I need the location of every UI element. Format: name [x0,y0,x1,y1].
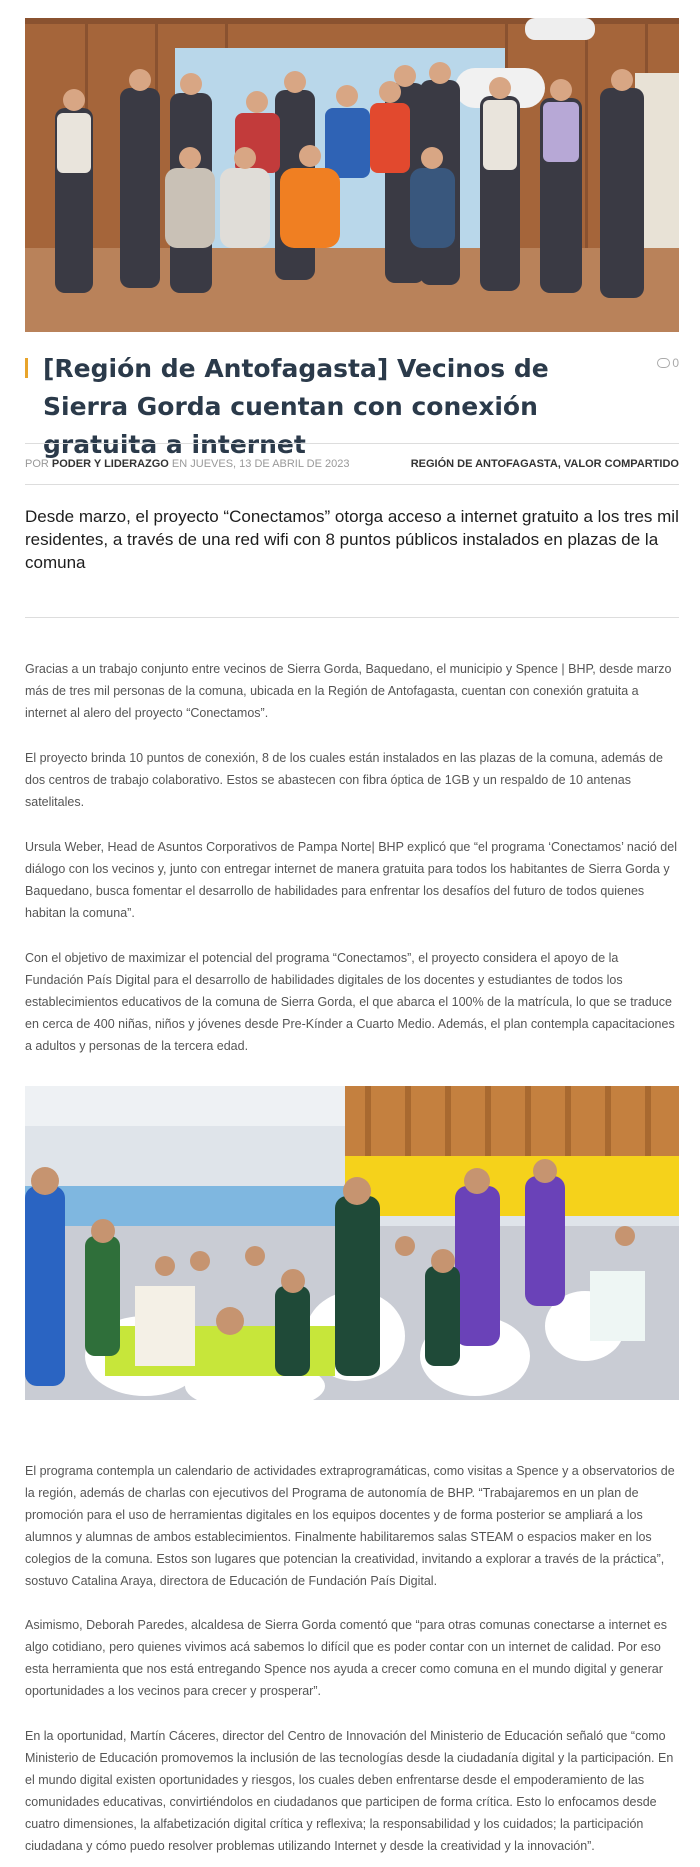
article-meta [25,443,679,485]
divider [25,617,679,618]
category-link-valor[interactable]: VALOR COMPARTIDO [563,458,679,470]
article-title: [Región de Antofagasta] Vecinos de Sierra Gorda cuentan con conexión gratuita a internet [43,354,549,459]
article-lead: Desde marzo, el proyecto “Conectamos” otorga acceso a internet gratuito a los tres mil residentes, a través de una red wifi con 8 puntos públicos instalados en plazas de la comuna [25,507,679,572]
paragraph-2: El proyecto brinda 10 puntos de conexión, 8 de los cuales están instalados en las plazas de la comuna, además de dos centros de trabajo colaborativo. Estos se abastecen con fibra óptica de 1GB y un respaldo de 10 antenas satelitales. [25,751,663,809]
paragraph-4: Con el objetivo de maximizar el potencial del programa “Conectamos”, el proyecto considera el apoyo de la Fundación País Digital para el desarrollo de habilidades digitales de los docentes y estudiantes de todos los establecimientos educativos de la comuna de Sierra Gorda, el que abarca el 100% de la matrícula, lo que se traduce en cerca de 400 niñas, niños y jóvenes desde Pre-Kínder a Cuarto Medio. Además, el plan contempla capacitaciones a adultos y personas de la tercera edad. [25,951,675,1053]
paragraph-6: Asimismo, Deborah Paredes, alcaldesa de Sierra Gorda comentó que “para otras comunas conectarse a internet es algo cotidiano, pero quienes vivimos acá sabemos lo difícil que es poder contar con un internet de calidad. Por eso esta herramienta que nos está entregando Spence nos ayuda a crecer como comuna en el mundo digital y generar oportunidades a los vecinos para crecer y prosperar”. [25,1618,667,1698]
event-photo [25,1086,679,1400]
group-photo [25,18,679,332]
paragraph-3: Ursula Weber, Head de Asuntos Corporativos de Pampa Norte| BHP explicó que “el programa ‘Conectamos’ nació del diálogo con los vecinos y, junto con entregar internet de manera gratuita para todos los habitantes de Sierra Gorda y Baquedano, busca fomentar el desarrollo de habilidades para enfrentar los desafíos del futuro de todos quienes habitan la comuna”. [25,840,677,920]
category-list: REGIÓN DE ANTOFAGASTA, VALOR COMPARTIDO [410,458,679,470]
meta-by: POR [25,458,49,470]
author-link[interactable]: PODER Y LIDERAZGO [51,458,169,470]
category-link-region[interactable]: REGIÓN DE ANTOFAGASTA [410,458,558,470]
paragraph-1: Gracias a un trabajo conjunto entre vecinos de Sierra Gorda, Baquedano, el municipio y Spence | BHP, desde marzo más de tres mil personas de la comuna, ubicada en la Región de Antofagasta, cuentan con conexión gratuita a internet al alero del proyecto “Conectamos”. [25,662,672,720]
comment-bubble-icon [657,358,670,368]
paragraph-7: En la oportunidad, Martín Cáceres, director del Centro de Innovación del Ministerio de Educación señaló que “como Ministerio de Educación promovemos la inclusión de las tecnologías desde la ciudadanía digital y la participación. En el mundo digital existen oportunidades y riesgos, los cuales deben enfrentarse desde el empoderamiento de las comunidades educativas, convirtiéndolos en ciudadanos que participen de forma crítica. Esto lo enfocamos desde cuatro dimensiones, la alfabetización digital crítica y reflexiva; la responsabilidad y los cuidados; la participación ciudadana y cómo puedo resolver problemas utilizando Internet y desde la creatividad y la innovación”. [25,1729,674,1853]
meta-date-prefix: EN [171,458,188,470]
publish-date: JUEVES, 13 DE ABRIL DE 2023 [190,458,350,470]
title-accent-bar [25,358,28,378]
comments-link[interactable] [657,356,679,370]
comment-count: 0 [672,356,679,370]
paragraph-5: El programa contempla un calendario de actividades extraprogramáticas, como visitas a Spence y a observatorios de la región, además de charlas con ejecutivos del Programa de autonomía de BHP. “Trabajaremos en un plan de promoción para el uso de herramientas digitales en los equipos docentes y de forma posterior se ampliará a los alumnos y alumnas de ambos establecimientos. Finalmente habilitaremos salas STEAM o espacios maker en los colegios de la comuna. Estos son lugares que potencian la creatividad, invitando a explorar a través de la práctica”, sostuvo Catalina Araya, directora de Educación de Fundación País Digital. [25,1464,675,1588]
